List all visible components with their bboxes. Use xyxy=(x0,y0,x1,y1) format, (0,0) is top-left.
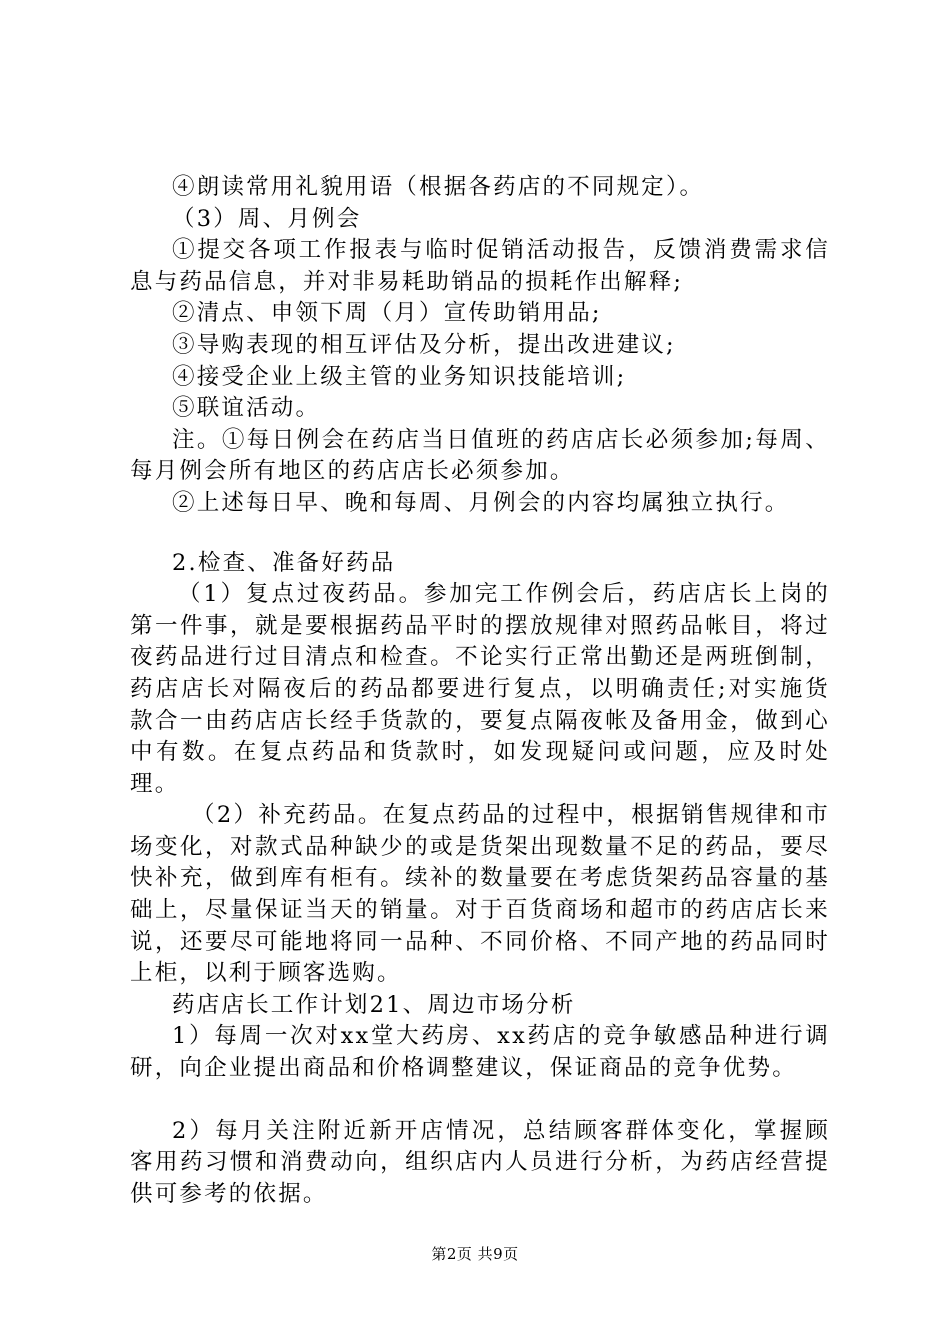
document-body xyxy=(130,172,830,1210)
paragraph-social-activity: ⑤联谊活动。 xyxy=(172,395,321,422)
paragraph-training: ④接受企业上级主管的业务知识技能培训; xyxy=(172,363,627,390)
paragraph-monthly-new-stores: 2）每月关注附近新开店情况，总结顾客群体变化，掌握顾客用药习惯和消费动向，组织店内人员进行分析，为药店经营提供可参考的依据。 xyxy=(130,1117,830,1207)
paragraph-replenish-stock: （2）补充药品。在复点药品的过程中，根据销售规律和市场变化，对款式品种缺少的或是货架出现数量不足的药品，要尽快补充，做到库有柜有。续补的数量要在考虑货架药品容量的基础上，尽量保证当天的销量。对于百货商场和超市的药店店长来说，还要尽可能地将同一品种、不同价格、不同产地的药品同时上柜，以利于顾客选购。 xyxy=(130,802,830,987)
paragraph-collect-supplies: ②清点、申领下周（月）宣传助销用品; xyxy=(172,300,602,327)
paragraph-recount-overnight: （1）复点过夜药品。参加完工作例会后，药店店长上岗的第一件事，就是要根据药品平时的摆放规律对照药品帐目，将过夜药品进行过目清点和检查。不论实行正常出勤还是两班倒制，药店店长对隔夜后的药品都要进行复点，以明确责任;对实施货款合一由药店店长经手货款的，要复点隔夜帐及备用金，做到心中有数。在复点药品和货款时，如发现疑问或问题，应及时处理。 xyxy=(130,581,830,797)
paragraph-peer-review: ③导购表现的相互评估及分析，提出改进建议; xyxy=(172,331,676,358)
paragraph-spacer xyxy=(130,520,830,548)
paragraph-weekly-monthly-meeting-heading: （3）周、月例会 xyxy=(172,205,362,232)
section-heading-check-medicines: 2.检查、准备好药品 xyxy=(172,549,396,576)
paragraph-note-independent: ②上述每日早、晚和每周、月例会的内容均属独立执行。 xyxy=(172,489,790,516)
paragraph-weekly-competitor-research: 1）每周一次对xx堂大药房、xx药店的竞争敏感品种进行调研，向企业提出商品和价格调整建议，保证商品的竞争优势。 xyxy=(130,1023,830,1082)
paragraph-market-analysis-heading: 药店店长工作计划21、周边市场分析 xyxy=(172,991,576,1018)
paragraph-spacer xyxy=(130,1085,830,1116)
page-number-footer: 第2页 共9页 xyxy=(431,1245,519,1263)
paragraph-submit-reports: ①提交各项工作报表与临时促销活动报告，反馈消费需求信息与药品信息，并对非易耗助销品的损耗作出解释; xyxy=(130,237,830,295)
paragraph-greeting-practice: ④朗读常用礼貌用语（根据各药店的不同规定）。 xyxy=(172,174,705,200)
paragraph-note-attendance: 注。①每日例会在药店当日值班的药店店长必须参加;每周、每月例会所有地区的药店店长必须参加。 xyxy=(130,426,830,485)
